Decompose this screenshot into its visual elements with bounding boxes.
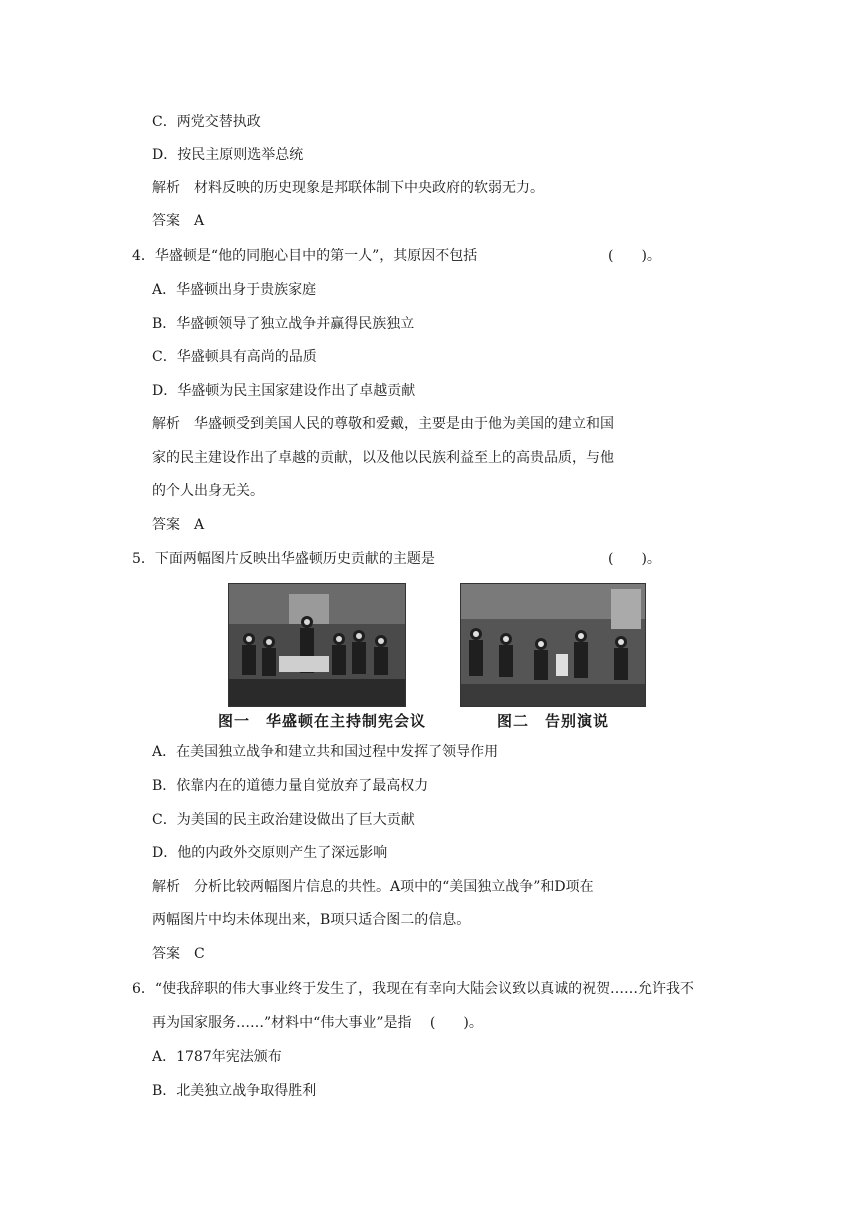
q5-analysis-2: 两幅图片中均未体现出来，B项只适合图二的信息。 [152, 912, 471, 928]
q6-option-b: B．北美独立战争取得胜利 [152, 1083, 317, 1099]
q4-option-c: C．华盛顿具有高尚的品质 [152, 349, 317, 365]
q5-option-c: C．为美国的民主政治建设做出了巨大贡献 [152, 812, 415, 828]
q5-analysis-1: 解析 分析比较两幅图片信息的共性。A项中的“美国独立战争”和D项在 [152, 879, 594, 895]
question-5-paren: ( )。 [608, 551, 661, 567]
answer-3: 答案 A [152, 213, 205, 229]
question-4: 4．华盛顿是“他的同胞心目中的第一人”，其原因不包括 [132, 248, 478, 264]
figure-1-caption: 图一 华盛顿在主持制宪会议 [218, 712, 427, 730]
line-d-option: D．按民主原则选举总统 [152, 147, 304, 163]
q4-option-b: B．华盛顿领导了独立战争并赢得民族独立 [152, 316, 415, 332]
figure-2-caption: 图二 告别演说 [497, 712, 610, 730]
question-5: 5．下面两幅图片反映出华盛顿历史贡献的主题是 [132, 551, 435, 567]
question-6-line-2: 再为国家服务……”材料中“伟大事业”是指 ( )。 [152, 1015, 483, 1031]
q4-analysis-2: 家的民主建设作出了卓越的贡献，以及他以民族利益至上的高贵品质，与他 [152, 450, 614, 466]
question-6-line-1: 6．“使我辞职的伟大事业终于发生了，我现在有幸向大陆会议致以真诚的祝贺……允许我不 [132, 981, 695, 997]
q5-answer: 答案 C [152, 946, 205, 962]
line-c-option: C．两党交替执政 [152, 114, 261, 130]
q4-analysis-3: 的个人出身无关。 [152, 483, 264, 499]
q6-option-a: A．1787年宪法颁布 [152, 1049, 282, 1065]
question-4-paren: ( )。 [608, 248, 661, 264]
analysis-3: 解析 材料反映的历史现象是邦联体制下中央政府的软弱无力。 [152, 180, 544, 196]
q5-option-d: D．他的内政外交原则产生了深远影响 [152, 845, 388, 861]
figure-1-image [228, 583, 406, 707]
q5-option-b: B．依靠内在的道德力量自觉放弃了最高权力 [152, 778, 429, 794]
q4-option-d: D．华盛顿为民主国家建设作出了卓越贡献 [152, 383, 416, 399]
q5-option-a: A．在美国独立战争和建立共和国过程中发挥了领导作用 [152, 744, 499, 760]
figure-2-image [460, 583, 646, 707]
q4-option-a: A．华盛顿出身于贵族家庭 [152, 282, 317, 298]
q4-analysis-1: 解析 华盛顿受到美国人民的尊敬和爱戴，主要是由于他为美国的建立和国 [152, 416, 614, 432]
q4-answer: 答案 A [152, 517, 205, 533]
